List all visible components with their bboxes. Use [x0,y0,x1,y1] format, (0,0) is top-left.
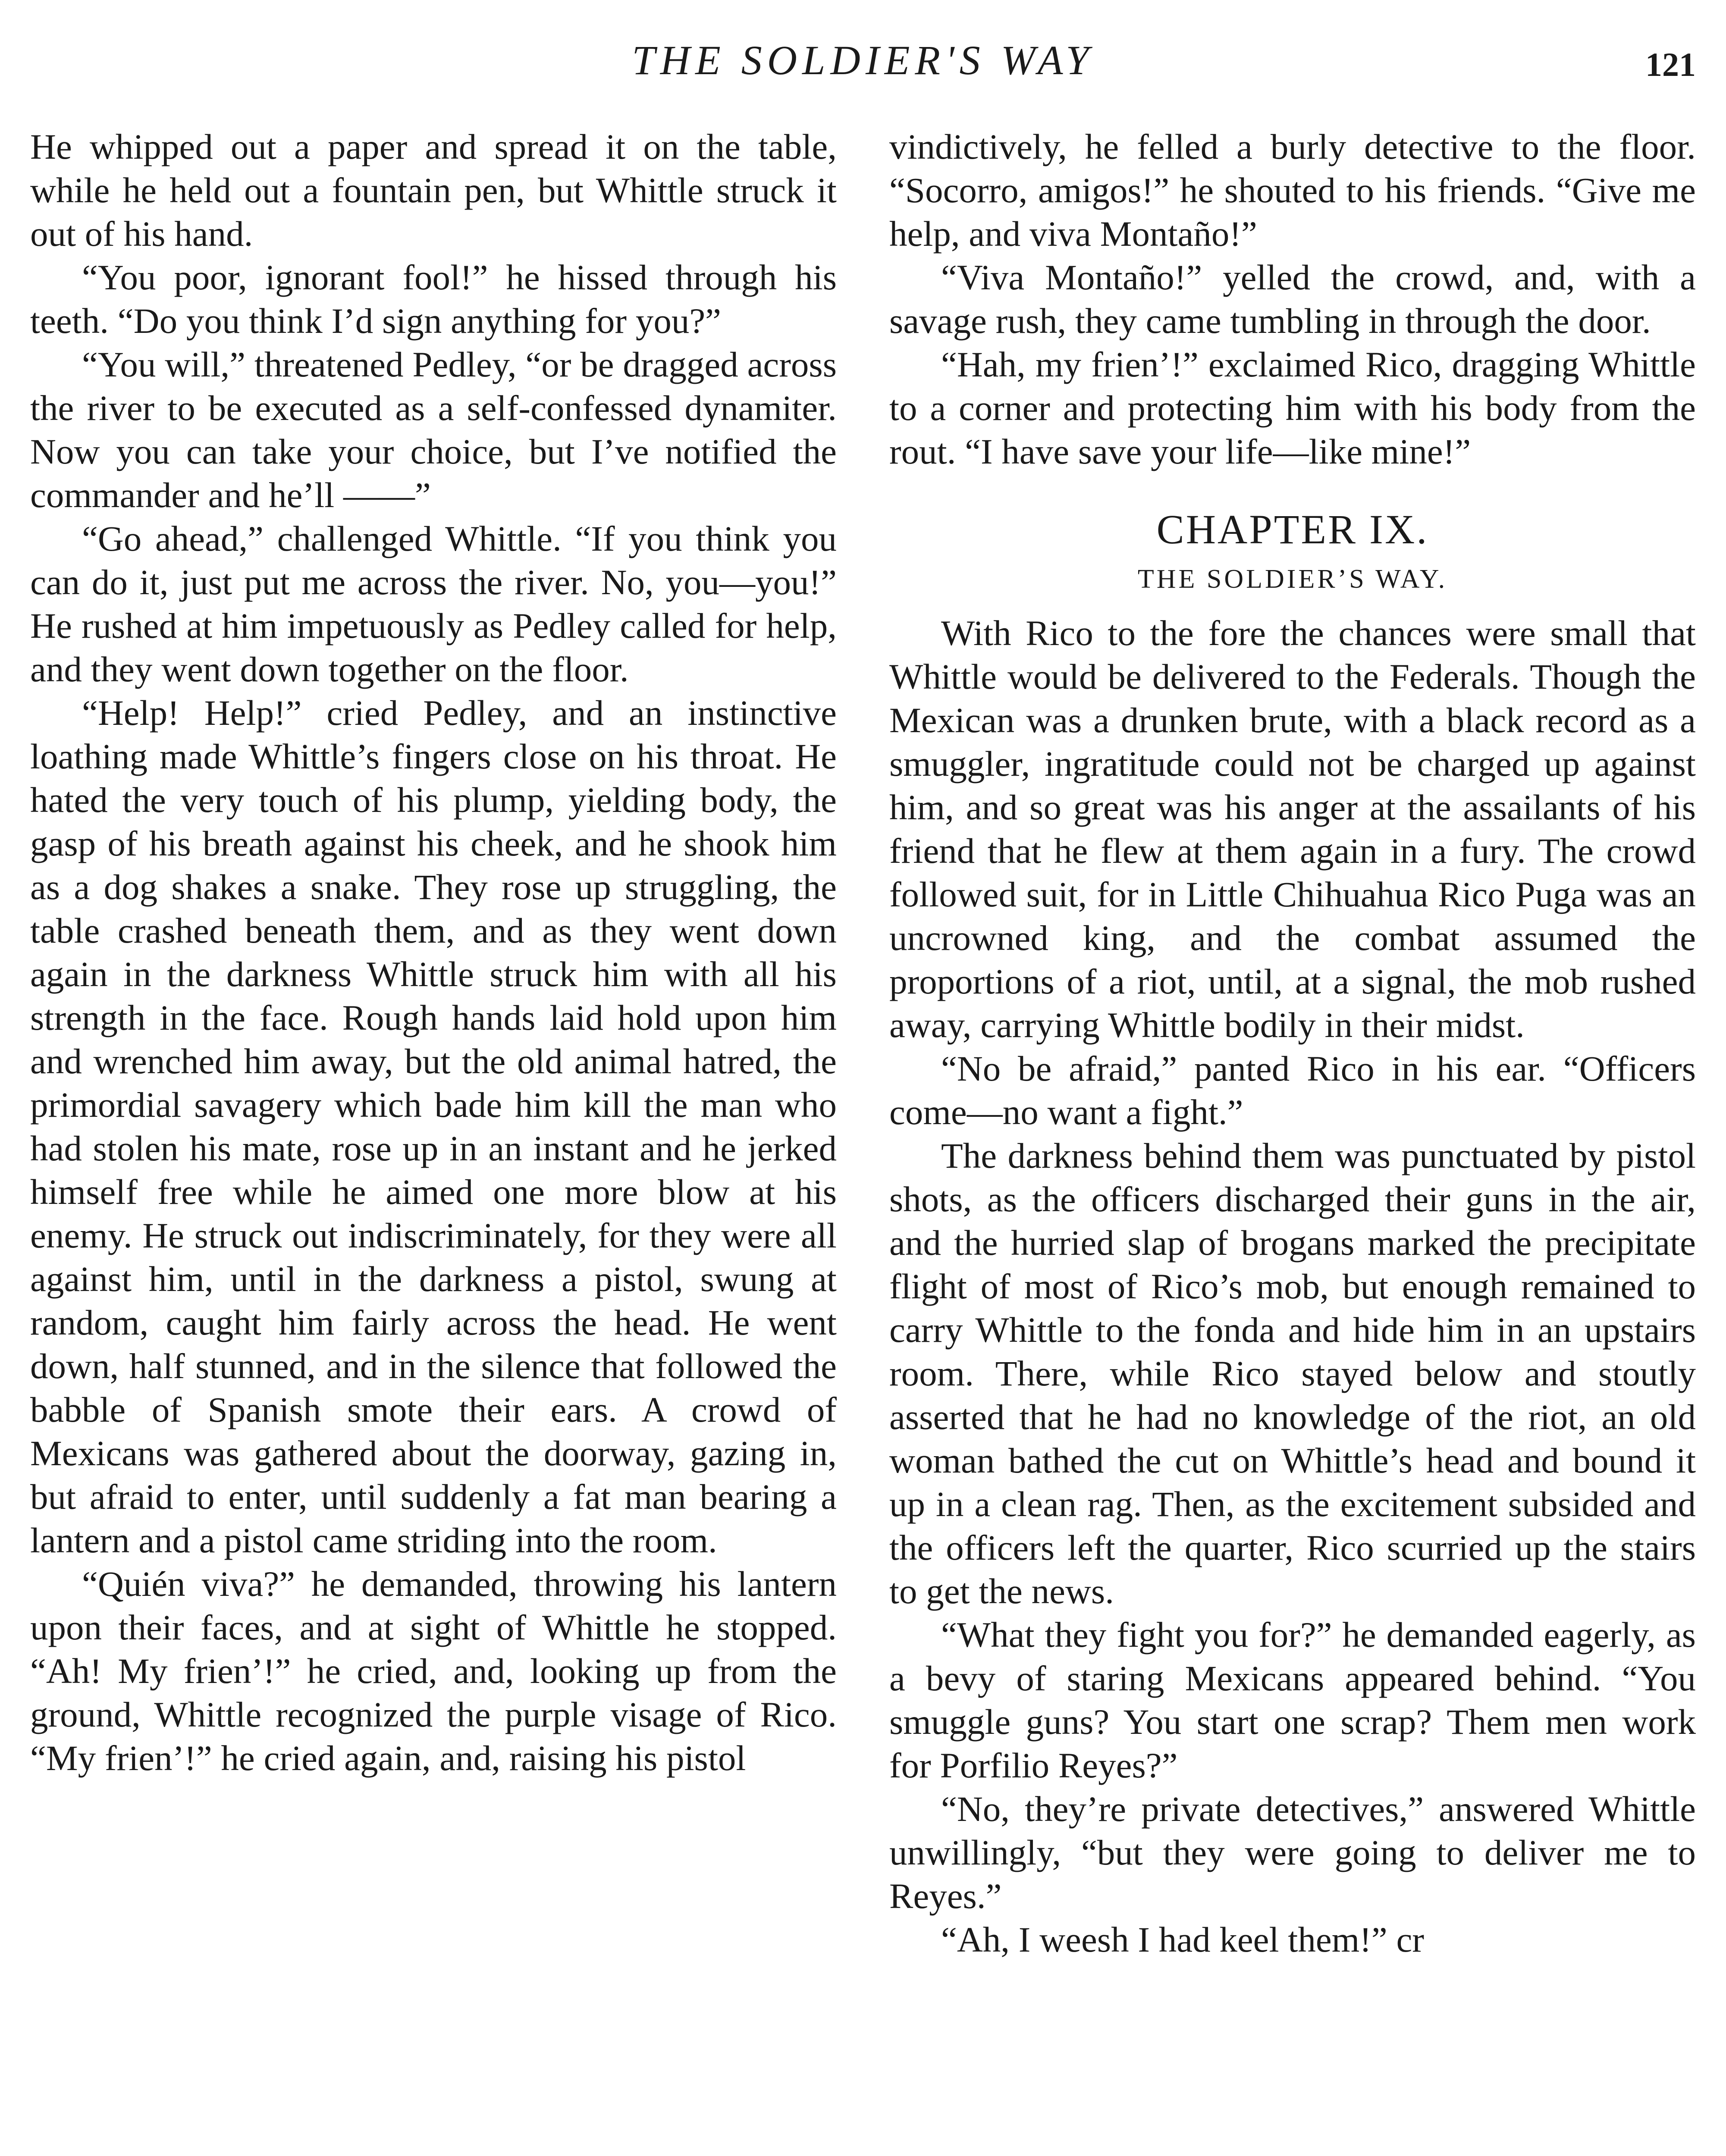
running-title: THE SOLDIER'S WAY [632,37,1094,83]
paragraph: “No be afraid,” panted Rico in his ear. “Officers come—no want a fight.” [889,1049,1696,1132]
left-column [30,125,837,2156]
paragraph: “Viva Montaño!” yelled the crowd, and, with a savage rush, they came tumbling in through the door. [889,257,1696,341]
running-head [0,30,1726,99]
paragraph: “You will,” threatened Pedley, “or be dragged across the river to be executed as a self-confessed dynamiter. Now you can take your choice, but I’ve notified the commander and he’ll ——” [30,345,837,515]
paragraph: “You poor, ignorant fool!” he hissed through his teeth. “Do you think I’d sign anything for you?” [30,257,837,341]
page-number: 121 [1645,46,1696,83]
paragraph: “Help! Help!” cried Pedley, and an instinctive loathing made Whittle’s fingers close on his throat. He hated the very touch of his plump, yielding body, the gasp of his breath against his cheek, and he shook him as a dog shakes a snake. They rose up struggling, the table crashed beneath them, and as they went down again in the darkness Whittle struck him with all his strength in the face. Rough hands laid hold upon him and wrenched him away, but the old animal hatred, the primordial savagery which bade him kill the man who had stolen his mate, rose up in an instant and he jerked himself free while he aimed one more blow at his enemy. He struck out indiscriminately, for they were all against him, until in the darkness a pistol, swung at random, caught him fairly across the head. He went down, half stunned, and in the silence that followed the babble of Spanish smote their ears. A crowd of Mexicans was gathered about the doorway, gazing in, but afraid to enter, until suddenly a fat man bearing a lantern and a pistol came striding into the room. [30,693,837,1560]
paragraph: The darkness behind them was punctuated by pistol shots, as the officers discharged their guns in the air, and the hurried slap of brogans marked the precipitate flight of most of Rico’s mob, but enough remained to carry Whittle to the fonda and hide him in an upstairs room. There, while Rico stayed below and stoutly asserted that he had no knowledge of the riot, an old woman bathed the cut on Whittle’s head and bound it up in a clean rag. Then, as the excitement subsided and the officers left the quarter, Rico scurried up the stairs to get the news. [889,1136,1696,1611]
paragraph: “Hah, my frien’!” exclaimed Rico, dragging Whittle to a corner and protecting him with his body from the rout. “I have save your life—like mine!” [889,345,1696,471]
right-column [889,125,1696,2156]
paragraph: “Ah, I weesh I had keel them!” cr [941,1920,1424,1959]
paragraph: “Quién viva?” he demanded, throwing his lantern upon their faces, and at sight of Whittle he stopped. “Ah! My frien’!” he cried, and, looking up from the ground, Whittle recognized the purple visage of Rico. “My frien’!” he cried again, and, raising his pistol [30,1564,837,1778]
paragraph: With Rico to the fore the chances were small that Whittle would be delivered to the Federals. Though the Mexican was a drunken brute, with a black record as a smuggler, ingratitude could not be charged up against him, and so great was his anger at the assailants of his friend that he flew at them again in a fury. The crowd followed suit, for in Little Chihuahua Rico Puga was an uncrowned king, and the combat assumed the proportions of a riot, until, at a signal, the mob rushed away, carrying Whittle bodily in their midst. [889,613,1696,1045]
text-columns [30,125,1696,2156]
paragraph: “What they fight you for?” he demanded eagerly, as a bevy of staring Mexicans appeared behind. “You smuggle guns? You start one scrap? Them men work for Porfilio Reyes?” [889,1615,1696,1785]
chapter-heading: CHAPTER IX. [1156,506,1429,552]
chapter-subtitle: THE SOLDIER’S WAY. [1137,564,1448,594]
paragraph: He whipped out a paper and spread it on the table, while he held out a fountain pen, but Whittle struck it out of his hand. [30,127,837,254]
paragraph: “Go ahead,” challenged Whittle. “If you think you can do it, just put me across the river. No, you—you!” He rushed at him impetuously as Pedley called for help, and they went down together on the floor. [30,519,837,689]
paragraph: vindictively, he felled a burly detective to the floor. “Socorro, amigos!” he shouted to his friends. “Give me help, and viva Montaño!” [889,127,1696,254]
paragraph: “No, they’re private detectives,” answered Whittle unwillingly, “but they were going to deliver me to Reyes.” [889,1789,1696,1916]
